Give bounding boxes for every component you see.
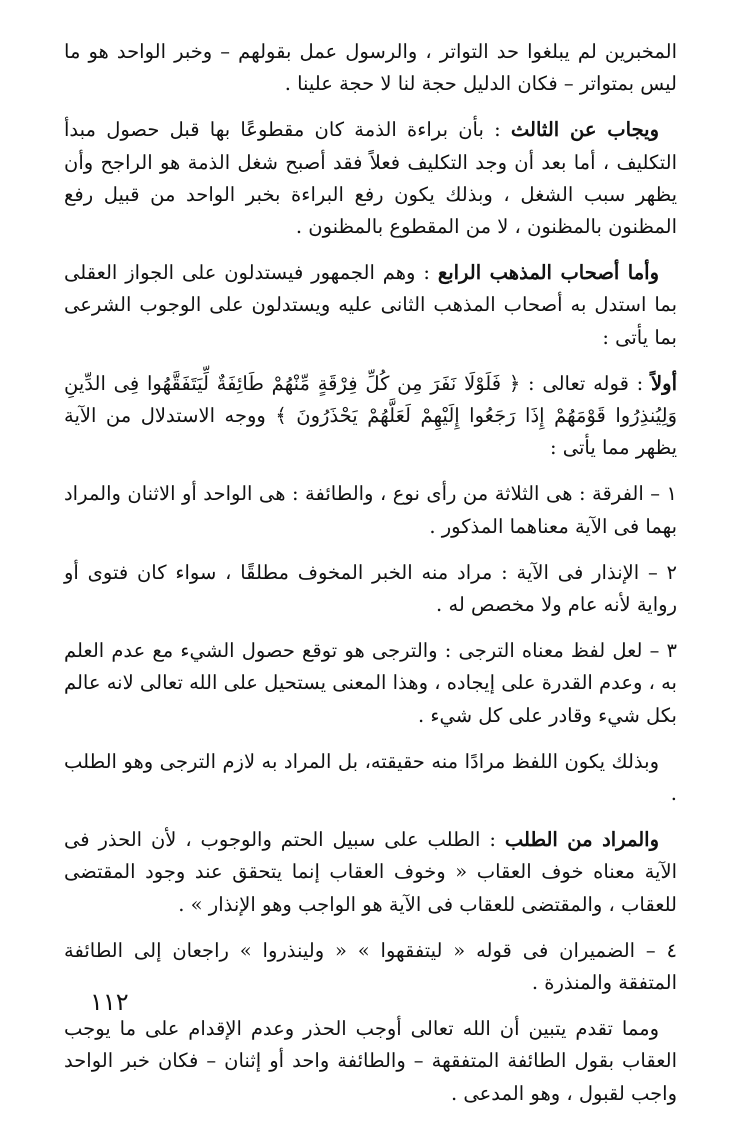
paragraph-3-lead: وأما أصحاب المذهب الرابع — [437, 261, 660, 285]
paragraph-10 — [64, 935, 677, 999]
page-body — [64, 36, 677, 1124]
paragraph-3-text: : وهم الجمهور فيستدلون على الجواز العقلى بما استدل به أصحاب المذهب الثانى عليه ويستدلون على الوجوب الشرعى بما يأتى : — [64, 261, 677, 349]
paragraph-5-text: ١ – الفرقة : هى الثلاثة من رأى نوع ، والطائفة : هى الواحد أو الاثنان والمراد بهما فى الآية معناهما المذكور . — [64, 482, 677, 538]
paragraph-8-text: وبذلك يكون اللفظ مرادًا منه حقيقته، بل المراد به لازم الترجى وهو الطلب . — [64, 749, 677, 806]
page-number: ١١٢ — [90, 988, 129, 1016]
paragraph-3 — [64, 257, 677, 354]
paragraph-4 — [64, 368, 677, 465]
paragraph-1 — [64, 36, 677, 100]
paragraph-6 — [64, 557, 677, 621]
paragraph-2-lead: ويجاب عن الثالث — [510, 118, 659, 142]
paragraph-11 — [64, 1013, 677, 1110]
paragraph-9-lead: والمراد من الطلب — [504, 828, 659, 852]
paragraph-1-text: المخبرين لم يبلغوا حد التواتر ، والرسول عمل بقولهم – وخبر الواحد هو ما ليس بمتواتر – فكان الدليل حجة لنا لا حجة علينا . — [64, 40, 677, 96]
paragraph-2 — [64, 114, 677, 243]
paragraph-7-text: ٣ – لعل لفظ معناه الترجى : والترجى هو توقع حصول الشيء مع عدم العلم به ، وعدم القدرة على إيجاده ، وهذا المعنى يستحيل على الله تعالى لانه عالم بكل شيء وقادر على كل شيء . — [64, 639, 677, 727]
paragraph-4-text: : قوله تعالى : ﴿ فَلَوْلَا نَفَرَ مِن كُلِّ فِرْقَةٍ مِّنْهُمْ طَائِفَةٌ لِّيَتَفَقَّهُوا فِى الدِّينِ وَلِيُنذِرُوا قَوْمَهُمْ إِذَا رَجَعُوا إِلَيْهِمْ لَعَلَّهُمْ يَحْذَرُونَ ﴾ ووجه الاستدلال من الآية يظهر مما يأتى : — [64, 371, 677, 460]
paragraph-6-text: ٢ – الإنذار فى الآية : مراد منه الخبر المخوف مطلقًا ، سواء كان فتوى أو رواية لأنه عام ولا مخصص له . — [64, 560, 677, 617]
paragraph-5 — [64, 478, 677, 542]
paragraph-11-text: ومما تقدم يتبين أن الله تعالى أوجب الحذر وعدم الإقدام على ما يوجب العقاب بقول الطائفة المتفقهة – والطائفة واحد أو إثنان – فكان خبر الواحد واجب لقبول ، وهو المدعى . — [64, 1017, 677, 1105]
paragraph-4-lead: أولاً — [651, 371, 677, 395]
paragraph-9-text: : الطلب على سبيل الحتم والوجوب ، لأن الحذر فى الآية معناه خوف العقاب « وخوف العقاب إنما يتحقق عند وجود المقتضى للعقاب ، والمقتضى للعقاب فى الآية هو الواجب وهو الإنذار » . — [64, 828, 677, 916]
paragraph-2-text: : بأن براءة الذمة كان مقطوعًا بها قبل حصول مبدأ التكليف ، أما بعد أن وجد التكليف فعلاً فقد أصبح شغل الذمة هو الراجح وأن يظهر سبب الشغل ، وبذلك يكون رفع البراءة بخبر الواحد من قبيل رفع المظنون بالمظنون ، لا من المقطوع بالمظنون . — [64, 118, 677, 239]
paragraph-7 — [64, 635, 677, 732]
paragraph-8 — [64, 746, 677, 810]
paragraph-10-text: ٤ – الضميران فى قوله « ليتفقهوا » « ولينذروا » راجعان إلى الطائفة المتفقة والمنذرة . — [64, 938, 677, 995]
paragraph-9 — [64, 824, 677, 921]
